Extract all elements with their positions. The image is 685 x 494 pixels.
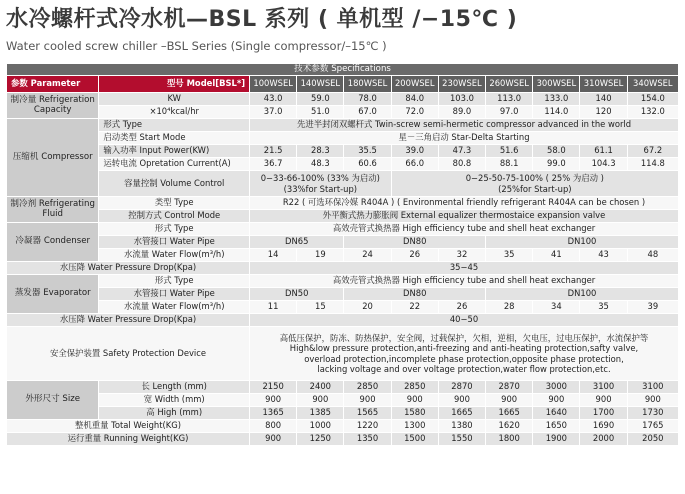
table-cell: 1690 <box>580 420 627 433</box>
safety-line: lacking voltage and over voltage protection,water flow protection,etc. <box>317 364 611 374</box>
param-header: 参数 Parameter <box>7 76 99 93</box>
table-cell: 37.0 <box>250 106 297 119</box>
table-cell: 1500 <box>391 433 438 446</box>
row-label: 高 High (mm) <box>99 407 250 420</box>
table-cell: 2400 <box>297 381 344 394</box>
table-cell: 24 <box>344 249 391 262</box>
table-cell: DN50 <box>250 288 344 301</box>
model-header-cell: 340WSEL <box>627 76 678 93</box>
model-header-cell: 140WSEL <box>297 76 344 93</box>
table-cell: 43 <box>580 249 627 262</box>
row-label: 运转电流 Opretation Current(A) <box>99 158 250 171</box>
table-cell: 22 <box>391 301 438 314</box>
row-label: 启动类型 Start Mode <box>99 132 250 145</box>
table-cell: 1365 <box>250 407 297 420</box>
safety-cell <box>250 327 679 381</box>
row-label: 运行重量 Running Weight(KG) <box>7 433 250 446</box>
table-cell: 140 <box>580 93 627 106</box>
table-cell: 1300 <box>391 420 438 433</box>
table-cell: 15 <box>297 301 344 314</box>
table-cell: 60.6 <box>344 158 391 171</box>
table-cell: 1650 <box>533 420 580 433</box>
table-cell: 132.0 <box>627 106 678 119</box>
row-label: 容量控制 Volume Control <box>99 171 250 197</box>
model-header-cell: 300WSEL <box>533 76 580 93</box>
table-cell: 88.1 <box>486 158 533 171</box>
table-cell: 89.0 <box>438 106 485 119</box>
model-header: 型号 Model[BSL*] <box>99 76 250 93</box>
table-cell: 78.0 <box>344 93 391 106</box>
table-cell: 48.3 <box>297 158 344 171</box>
table-cell: 3100 <box>627 381 678 394</box>
compressor-group: 压缩机 Compressor <box>7 119 99 197</box>
row-label: 输入功率 Input Power(KW) <box>99 145 250 158</box>
table-cell: 51.6 <box>486 145 533 158</box>
table-cell: 1730 <box>627 407 678 420</box>
table-cell: 28.3 <box>297 145 344 158</box>
table-cell: 20 <box>344 301 391 314</box>
table-cell: DN100 <box>486 236 679 249</box>
specifications-table <box>6 63 679 446</box>
table-cell: 先进半封闭双螺杆式 Twin-screw semi-hermetic compressor advanced in the world <box>250 119 679 132</box>
table-cell: 1765 <box>627 420 678 433</box>
table-cell: 39 <box>627 301 678 314</box>
row-label: 长 Length (mm) <box>99 381 250 394</box>
safety-line: 高低压保护，防冻、防热保护，安全阀，过载保护，欠相，逆相，欠电压，过电压保护，水流保护等 <box>279 332 649 343</box>
table-cell: 900 <box>438 394 485 407</box>
table-cell: 900 <box>344 394 391 407</box>
table-cell: 900 <box>486 394 533 407</box>
table-cell: 84.0 <box>391 93 438 106</box>
table-cell: 35.5 <box>344 145 391 158</box>
table-cell: 高效壳管式换热器 High efficiency tube and shell heat exchanger <box>250 275 679 288</box>
model-header-cell: 260WSEL <box>486 76 533 93</box>
row-label: 水流量 Water Flow(m³/h) <box>99 301 250 314</box>
table-cell: 97.0 <box>486 106 533 119</box>
table-cell: 67.0 <box>344 106 391 119</box>
table-cell: 2870 <box>438 381 485 394</box>
volume-control-cell <box>250 171 392 197</box>
table-cell: 40−50 <box>250 314 679 327</box>
table-cell: 39.0 <box>391 145 438 158</box>
row-label: KW <box>99 93 250 106</box>
table-cell: DN80 <box>344 288 486 301</box>
table-cell: 900 <box>250 433 297 446</box>
table-cell: 35 <box>486 249 533 262</box>
page-title: 水冷螺杆式冷水机—BSL 系列 ( 单机型 /−15℃ ) <box>6 7 518 32</box>
table-cell: 1380 <box>438 420 485 433</box>
volume-control-line: 0−25-50-75-100% ( 25% 为启动 ) <box>465 173 604 183</box>
model-header-cell: 310WSEL <box>580 76 627 93</box>
table-cell: 2050 <box>627 433 678 446</box>
model-header-cell: 200WSEL <box>391 76 438 93</box>
table-cell: 32 <box>438 249 485 262</box>
table-cell: 103.0 <box>438 93 485 106</box>
table-cell: 1580 <box>391 407 438 420</box>
table-cell: 1665 <box>438 407 485 420</box>
table-cell: 2870 <box>486 381 533 394</box>
row-label: 宽 Width (mm) <box>99 394 250 407</box>
table-cell: 1220 <box>344 420 391 433</box>
table-cell: 58.0 <box>533 145 580 158</box>
page-subtitle: Water cooled screw chiller –BSL Series (Single compressor/–15℃ ) <box>6 39 387 53</box>
row-label: 水压降 Water Pressure Drop(Kpa) <box>7 314 250 327</box>
table-cell: 35 <box>580 301 627 314</box>
model-header-cell: 230WSEL <box>438 76 485 93</box>
row-label: 水压降 Water Pressure Drop(Kpa) <box>7 262 250 275</box>
table-cell: 1565 <box>344 407 391 420</box>
row-label: 水管接口 Water Pipe <box>99 288 250 301</box>
table-cell: 41 <box>533 249 580 262</box>
table-cell: 114.0 <box>533 106 580 119</box>
table-cell: 28 <box>486 301 533 314</box>
table-cell: 43.0 <box>250 93 297 106</box>
table-cell: 900 <box>533 394 580 407</box>
table-cell: 114.8 <box>627 158 678 171</box>
table-cell: 19 <box>297 249 344 262</box>
table-cell: 26 <box>391 249 438 262</box>
table-cell: 1350 <box>344 433 391 446</box>
condenser-group: 冷凝器 Condenser <box>7 223 99 262</box>
table-cell: DN65 <box>250 236 344 249</box>
table-cell: 1640 <box>533 407 580 420</box>
table-cell: R22 ( 可选环保冷媒 R404A ) ( Environmental friendly refrigerant R404A can be chosen ) <box>250 197 679 210</box>
size-group: 外形尺寸 Size <box>7 381 99 420</box>
table-cell: 2850 <box>344 381 391 394</box>
table-cell: 104.3 <box>580 158 627 171</box>
row-label: 控制方式 Control Mode <box>99 210 250 223</box>
table-cell: 67.2 <box>627 145 678 158</box>
safety-line: High&low pressure protection,anti-freezing and anti-heating protection,safty valve, <box>289 343 639 353</box>
table-cell: 11 <box>250 301 297 314</box>
row-label: 形式 Type <box>99 223 250 236</box>
table-cell: 高效壳管式换热器 High efficiency tube and shell heat exchanger <box>250 223 679 236</box>
refrigeration-capacity-group: 制冷量 Refrigeration Capacity <box>7 93 99 119</box>
table-cell: 1900 <box>533 433 580 446</box>
volume-control-line: 0−33-66-100% (33% 为启动) <box>260 173 380 183</box>
row-label: 水管接口 Water Pipe <box>99 236 250 249</box>
table-cell: 900 <box>627 394 678 407</box>
table-cell: 51.0 <box>297 106 344 119</box>
spec-header: 技术参数 Specifications <box>7 64 679 76</box>
table-cell: 34 <box>533 301 580 314</box>
model-header-cell: 180WSEL <box>344 76 391 93</box>
row-label: 形式 Type <box>99 119 250 132</box>
table-cell: 35−45 <box>250 262 679 275</box>
table-cell: 800 <box>250 420 297 433</box>
table-cell: 2000 <box>580 433 627 446</box>
row-label: ×10⁴kcal/hr <box>99 106 250 119</box>
table-cell: DN80 <box>344 236 486 249</box>
table-cell: 3000 <box>533 381 580 394</box>
table-cell: 133.0 <box>533 93 580 106</box>
table-cell: 900 <box>391 394 438 407</box>
table-cell: 外平衡式热力膨胀阀 External equalizer thermostaice expansion valve <box>250 210 679 223</box>
row-label: 水流量 Water Flow(m³/h) <box>99 249 250 262</box>
table-cell: 900 <box>297 394 344 407</box>
table-cell: 61.1 <box>580 145 627 158</box>
table-cell: 1550 <box>438 433 485 446</box>
table-cell: 99.0 <box>533 158 580 171</box>
row-label: 整机重量 Total Weight(KG) <box>7 420 250 433</box>
table-cell: 1620 <box>486 420 533 433</box>
refrigerant-group: 制冷剂 Refrigerating Fluid <box>7 197 99 223</box>
table-cell: 113.0 <box>486 93 533 106</box>
table-cell: 80.8 <box>438 158 485 171</box>
table-cell: 154.0 <box>627 93 678 106</box>
table-cell: 14 <box>250 249 297 262</box>
table-cell: 900 <box>580 394 627 407</box>
table-cell: 59.0 <box>297 93 344 106</box>
table-cell: 120 <box>580 106 627 119</box>
table-cell: 72.0 <box>391 106 438 119</box>
model-header-cell: 100WSEL <box>250 76 297 93</box>
table-cell: 2150 <box>250 381 297 394</box>
table-cell: 1250 <box>297 433 344 446</box>
evaporator-group: 蒸发器 Evaporator <box>7 275 99 314</box>
table-cell: 47.3 <box>438 145 485 158</box>
table-cell: 1000 <box>297 420 344 433</box>
volume-control-cell <box>391 171 678 197</box>
table-cell: 36.7 <box>250 158 297 171</box>
table-cell: 21.5 <box>250 145 297 158</box>
table-cell: 66.0 <box>391 158 438 171</box>
table-cell: DN100 <box>486 288 679 301</box>
volume-control-line: (25%for Start-up) <box>498 183 572 194</box>
table-cell: 1700 <box>580 407 627 420</box>
row-label: 安全保护装置 Safety Protection Device <box>7 327 250 381</box>
table-cell: 26 <box>438 301 485 314</box>
table-cell: 3100 <box>580 381 627 394</box>
safety-line: overload protection,incomplete phase protection,opposite phase protection, <box>304 353 624 364</box>
table-cell: 1665 <box>486 407 533 420</box>
table-cell: 900 <box>250 394 297 407</box>
table-cell: 1385 <box>297 407 344 420</box>
volume-control-line: (33%for Start-up) <box>283 183 358 194</box>
table-cell: 48 <box>627 249 678 262</box>
table-cell: 1800 <box>486 433 533 446</box>
table-cell: 2850 <box>391 381 438 394</box>
table-cell: 星－三角启动 Star-Delta Starting <box>250 132 679 145</box>
row-label: 形式 Type <box>99 275 250 288</box>
row-label: 类型 Type <box>99 197 250 210</box>
